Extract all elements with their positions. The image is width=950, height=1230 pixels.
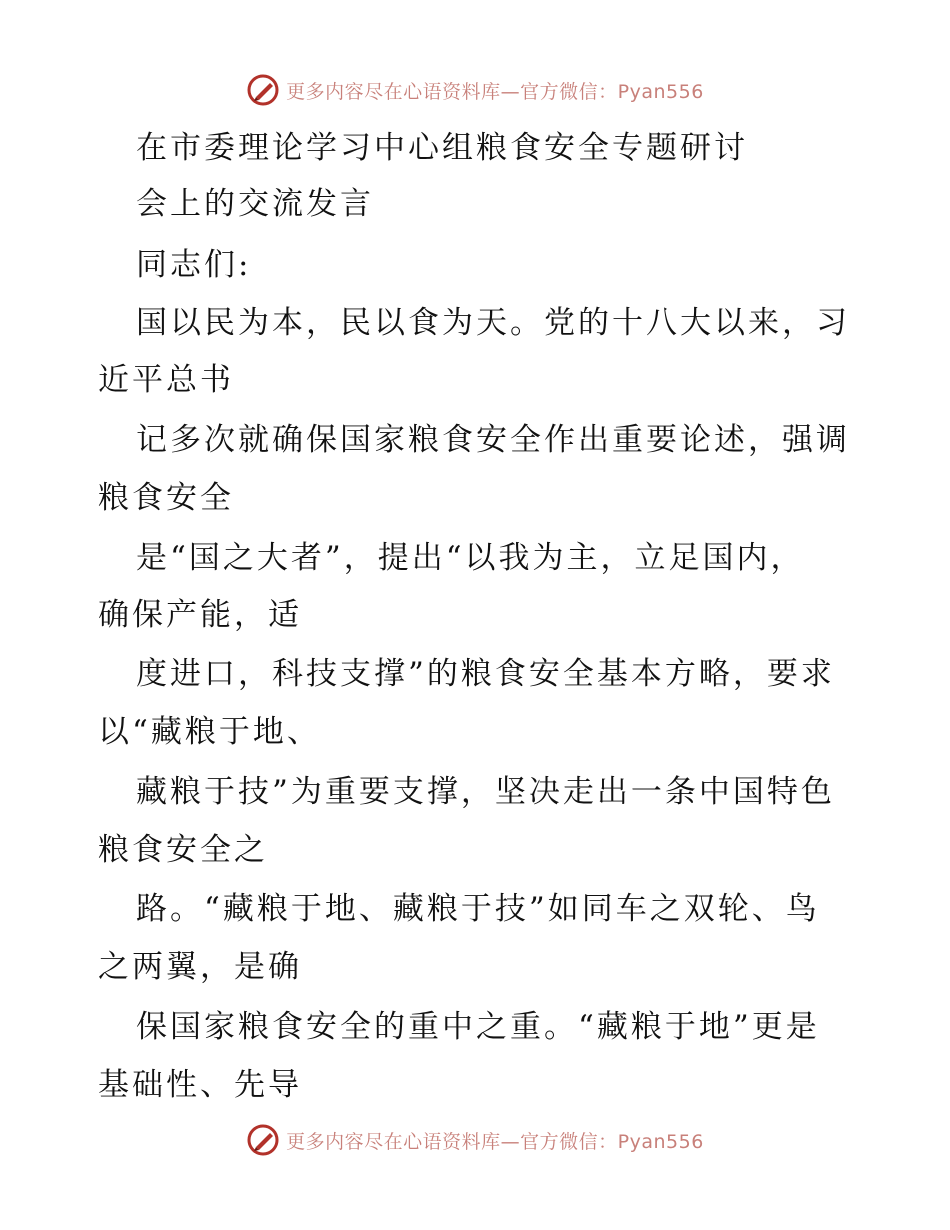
text-line: 保国家粮食安全的重中之重。“藏粮于地”更是	[136, 1009, 820, 1045]
text-line: 粮食安全	[98, 480, 234, 516]
pen-logo-icon	[246, 73, 280, 107]
pen-logo-icon	[246, 1123, 280, 1157]
text-line: 同志们:	[136, 247, 252, 283]
footer-watermark	[0, 1120, 950, 1160]
text-line: 之两翼，是确	[98, 949, 302, 985]
text-line: 在市委理论学习中心组粮食安全专题研讨	[136, 130, 748, 166]
text-line: 以“藏粮于地、	[98, 714, 321, 750]
text-line: 国以民为本，民以食为天。党的十八大以来，习	[136, 305, 850, 341]
text-line: 记多次就确保国家粮食安全作出重要论述，强调	[136, 422, 850, 458]
watermark-text: 更多内容尽在心语资料库—官方微信：Pyan556	[286, 1130, 704, 1153]
text-line: 确保产能，适	[98, 597, 302, 633]
text-line: 会上的交流发言	[136, 186, 374, 222]
text-line: 粮食安全之	[98, 832, 268, 868]
text-line: 路。“藏粮于地、藏粮于技”如同车之双轮、鸟	[136, 891, 820, 927]
text-line: 基础性、先导	[98, 1067, 302, 1103]
watermark-text: 更多内容尽在心语资料库—官方微信：Pyan556	[286, 80, 704, 103]
text-line: 藏粮于技”为重要支撑，坚决走出一条中国特色	[136, 774, 835, 810]
text-line: 近平总书	[98, 362, 234, 398]
text-line: 度进口，科技支撑”的粮食安全基本方略，要求	[136, 656, 835, 692]
text-line: 是“国之大者”，提出“以我为主，立足国内，	[136, 540, 805, 576]
header-watermark	[0, 70, 950, 110]
